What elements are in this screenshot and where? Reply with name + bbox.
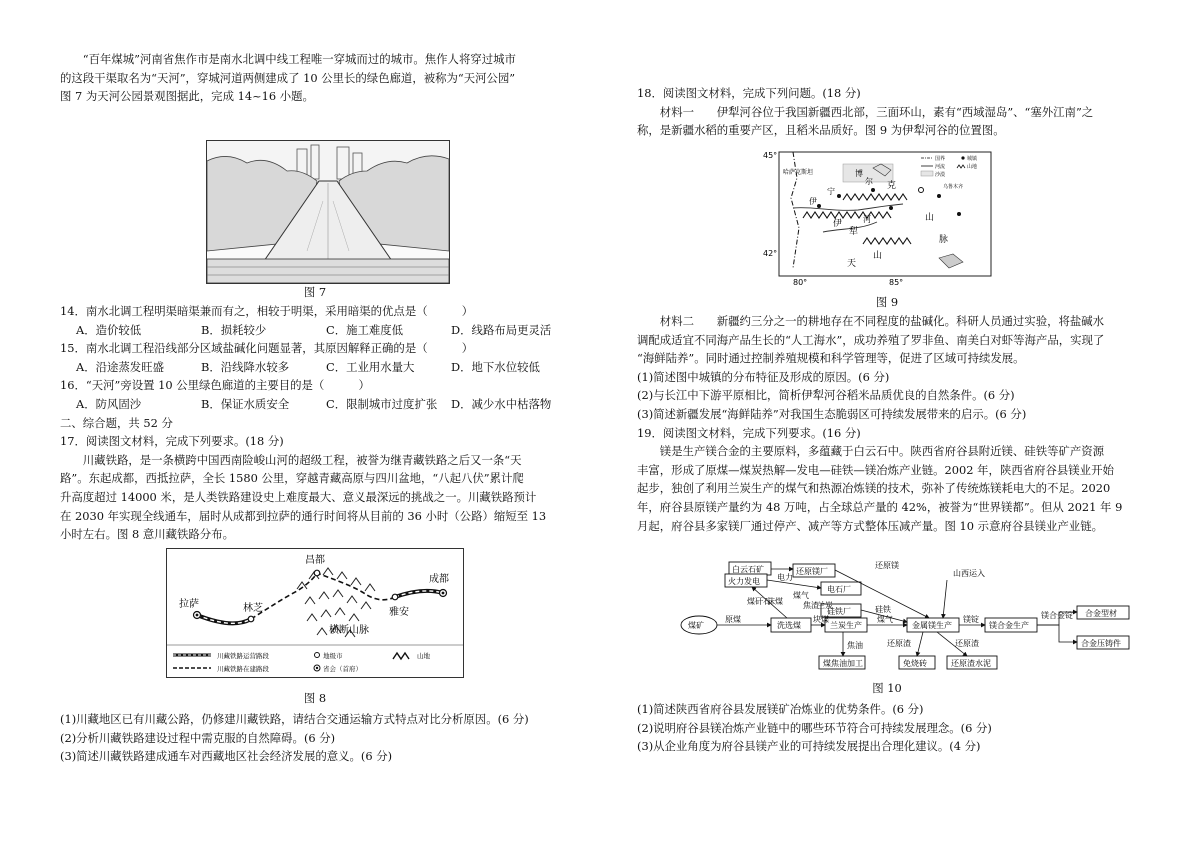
label-mai: 脉 [939,235,949,245]
question-14-options [60,321,595,340]
question-15-options [60,358,595,377]
city-label-lhasa: 拉萨 [179,599,199,610]
box-dolomite: 白云石矿 [732,565,764,574]
q19-text-line: 起步，独创了利用兰炭生产的煤气和热源冶炼镁的技术，弥补了传统炼镁耗电大的不足。2020 [637,481,1111,496]
label-er: 尔 [865,177,873,186]
box-semicoke: 兰炭生产 [830,621,862,630]
figure-8-railway-map [166,548,464,678]
question-18-heading: 18．阅读图文材料，完成下列问题。(18 分) [637,86,861,100]
figure-10-caption: 图 10 [872,681,902,695]
q19-text-line: 丰富，形成了原煤—煤炭热解—发电—硅铁—镁冶炼产业链。2002 年，陕西省府谷县镁业开始 [637,462,1114,477]
label-yi: 伊 [809,197,817,206]
option-d[interactable]: D．地下水位较低 [451,359,540,374]
figure-7-caption: 图 7 [303,285,327,299]
q19-sub-1: (1)简述陕西省府谷县发展镁矿冶炼业的优势条件。(6 分) [637,702,924,716]
edge-lump-coal: 块煤 [813,615,829,624]
label-shan: 山 [925,213,935,223]
box-alloy-profile: 合金型材 [1085,609,1117,618]
option-a[interactable]: A．防风固沙 [76,396,142,411]
m1-line: 称，是新疆水稻的重要产区，且稻米品质好。图 9 为伊犁河谷的位置图。 [637,123,1005,138]
box-tar-processing: 煤焦油加工 [823,659,863,668]
lat-45: 45° [763,151,778,160]
intro-line: 图 7 为天河公园景观图据此，完成 14~16 小题。 [60,89,314,104]
legend-construction: 川藏铁路在建路段 [217,665,269,673]
edge-power: 电力 [777,573,793,582]
option-a[interactable]: A．沿途蒸发旺盛 [76,359,164,374]
q17-text-line: 路”。东起成都，西抵拉萨，全长 1580 公里，穿越青藏高原与四川盆地，“八起八伏”累计爬 [60,471,524,486]
label-yi-2: 伊 [833,219,843,229]
edge-shanxi: 山西运入 [953,569,985,578]
edge-gas-2: 煤气 [877,615,893,624]
box-ferrosilicon: 硅铁厂 [827,607,851,616]
city-label-nyingchi: 林芝 [243,603,263,614]
canal-drawing [207,141,449,283]
city-label-changdu: 昌都 [305,555,325,566]
q18-sub-3: (3)简述新疆发展“海鲜陆养”对我国生态脆弱区可持续发展带来的启示。(6 分) [637,406,1027,421]
legend-river: 河流 [935,164,946,170]
railway-map [167,549,463,677]
edge-tar: 焦油 [847,641,863,650]
label-he: 河 [863,215,871,224]
legend-town: 城镇 [967,156,978,162]
question-14-stem: 14．南水北调工程明渠暗渠兼而有之，相较于明渠，采用暗渠的优点是（ ） [60,304,474,318]
m2-line: “海鲜陆养”。同时通过控制养殖规模和科学管理等，促进了区域可持续发展。 [637,351,1025,366]
option-c[interactable]: C．限制城市过度扩张 [326,396,438,411]
box-alloy-production: 镁合金生产 [989,621,1029,630]
box-carbide: 电石厂 [827,585,851,594]
legend-operating: 川藏铁路运营路段 [217,652,269,660]
box-thermal-power: 火力发电 [728,577,760,586]
label-li: 犁 [849,227,859,237]
intro-line: “百年煤城”河南省焦作市是南水北调中线工程唯一穿城而过的城市。焦作人将穿过城市 [82,52,516,66]
yili-map [763,148,993,286]
legend-desert: 沙漠 [935,172,946,178]
box-coal-mine: 煤矿 [688,621,704,630]
intro-line: 的这段干渠取名为“天河”，穿城河道两侧建成了 10 公里长的绿色廊道，被称为“天河公园” [60,70,516,85]
option-b[interactable]: B．沿线降水较多 [201,359,290,374]
edge-raw-coal: 原煤 [725,615,741,624]
q18-material-1 [637,84,1172,140]
box-coal-washing: 洗选煤 [777,621,801,630]
label-urumqi: 乌鲁木齐 [943,184,964,190]
legend-city: 地级市 [323,652,343,660]
city-label-yaan: 雅安 [389,607,409,618]
q17-text-line: 升高度超过 14000 米，是人类铁路建设史上难度最大、意义最深远的挑战之一。川藏铁路预计 [60,489,537,504]
box-reduction-mg: 还原镁厂 [796,567,828,576]
q17-text-line: 小时左右。图 8 意川藏铁路分布。 [60,527,234,542]
legend-mountain: 山地 [417,652,430,660]
city-label-chengdu: 成都 [429,574,449,585]
q18-sub-2: (2)与长江中下游平原相比，简析伊犁河谷稻米品质优良的自然条件。(6 分) [637,388,1015,403]
lon-85: 85° [889,278,904,286]
question-17-heading: 17．阅读图文材料，完成下列要求。(18 分) [60,434,284,449]
edge-fine-coal: 沫煤 [767,597,783,606]
q17-sub-2: (2)分析川藏铁路建设过程中需克服的自然障碍。(6 分) [60,730,336,745]
edge-ferrosilicon: 硅铁 [875,605,891,614]
label-tian: 天 [847,259,857,269]
edge-semicoke: 兰炭 [817,601,833,610]
mcq-block [60,302,595,544]
m1-line: 材料一 伊犁河谷位于我国新疆西北部，三面环山，素有“西域湿岛”、“塞外江南”之 [659,104,1094,119]
q17-subquestions [60,710,595,766]
q17-text-line: 在 2030 年实现全线通车，届时从成都到拉萨的通行时间将从目前的 36 小时（公路）缩短至 13 [60,508,547,523]
q19-text-line: 镁是生产镁合金的主要原料，多蕴藏于白云石中。陕西省府谷县附近镁、硅铁等矿产资源 [659,444,1105,459]
question-19-heading: 19．阅读图文材料，完成下列要求。(16 分) [637,425,861,440]
q17-text-line: 川藏铁路，是一条横跨中国西南险峻山河的超级工程，被誉为继青藏铁路之后又一条“天 [82,452,522,467]
legend-capital: 省会（首府） [323,665,362,673]
option-a[interactable]: A．造价较低 [76,322,142,337]
box-mg-production: 金属镁生产 [912,621,952,630]
edge-reduced-mg: 还原镁 [875,561,899,570]
legend-mountain: 山地 [967,164,978,170]
box-slag-cement: 还原渣水泥 [951,659,991,668]
label-bo: 博 [855,169,863,178]
mountain-label-hengduan: 横断山脉 [329,625,369,636]
question-16-options [60,395,595,414]
box-brick: 免烧砖 [903,659,927,668]
m2-line: 材料二 新疆约三分之一的耕地存在不同程度的盐碱化。科研人员通过实验，将盐碱水 [659,314,1105,328]
lat-42: 42° [763,249,778,258]
label-ke: 克 [887,181,897,191]
option-d[interactable]: D．线路布局更灵活 [451,322,552,337]
label-ning: 宁 [827,187,835,196]
q19-text-line: 月起，府谷县多家镁厂通过停产、减产等方式整体压减产量。图 10 示意府谷县镁业产业链。 [637,518,1103,533]
section-2-heading: 二、综合题，共 52 分 [60,415,173,430]
intro-passage [60,50,595,106]
question-16-stem: 16．“天河”旁设置 10 公里绿色廊道的主要目的是（ ） [60,378,370,393]
option-d[interactable]: D．减少水中枯落物 [451,396,552,411]
q17-sub-3: (3)简述川藏铁路建成通车对西藏地区社会经济发展的意义。(6 分) [60,749,393,764]
q19-subquestions [637,700,1172,756]
edge-coke-slag: 焦渣 [803,601,819,610]
edge-gangue: 煤矸石 [747,597,771,606]
box-die-casting: 合金压铸件 [1081,639,1121,648]
flowchart [667,560,1137,678]
edge-ingot: 镁锭 [963,615,979,624]
q17-sub-1: (1)川藏地区已有川藏公路，仍修建川藏铁路，请结合交通运输方式特点对比分析原因。(6 分) [60,712,529,726]
q19-sub-3: (3)从企业角度为府谷县镁产业的可持续发展提出合理化建议。(4 分) [637,739,981,754]
label-shan-2: 山 [873,251,883,261]
legend-border: 国界 [935,156,946,162]
option-b[interactable]: B．保证水质安全 [201,396,290,411]
edge-alloy-ingot: 镁合金锭 [1041,611,1073,620]
q19-text-line: 年，府谷县原镁产量约为 48 万吨，占全球总产量的 42%，被誉为“世界镁都”。但从 2021 年 9 [637,499,1123,514]
lon-80: 80° [793,278,808,286]
question-15-stem: 15．南水北调工程沿线部分区域盐碱化问题显著，其原因解释正确的是（ ） [60,341,474,356]
figure-8-caption: 图 8 [303,691,327,705]
edge-slag: 还原渣 [887,639,911,648]
option-c[interactable]: C．工业用水量大 [326,359,415,374]
label-kazakhstan: 哈萨克斯坦 [783,169,814,176]
figure-7-canal-image [206,140,450,284]
edge-gas: 煤气 [793,591,809,600]
figure-9-caption: 图 9 [875,295,899,309]
option-b[interactable]: B．损耗较少 [201,322,267,337]
edge-slag-2: 还原渣 [955,639,979,648]
option-c[interactable]: C．施工难度低 [326,322,404,337]
figure-10-industry-chain [667,560,1137,678]
m2-line: 调配成适宜不同海产品生长的“人工海水”，成功养殖了罗非鱼、南美白对虾等海产品，实现了 [637,332,1105,347]
q18-material-2 [637,312,1172,535]
q18-sub-1: (1)简述图中城镇的分布特征及形成的原因。(6 分) [637,369,890,384]
q19-sub-2: (2)说明府谷县镁冶炼产业链中的哪些环节符合可持续发展理念。(6 分) [637,720,992,735]
figure-9-yili-map [763,148,993,286]
